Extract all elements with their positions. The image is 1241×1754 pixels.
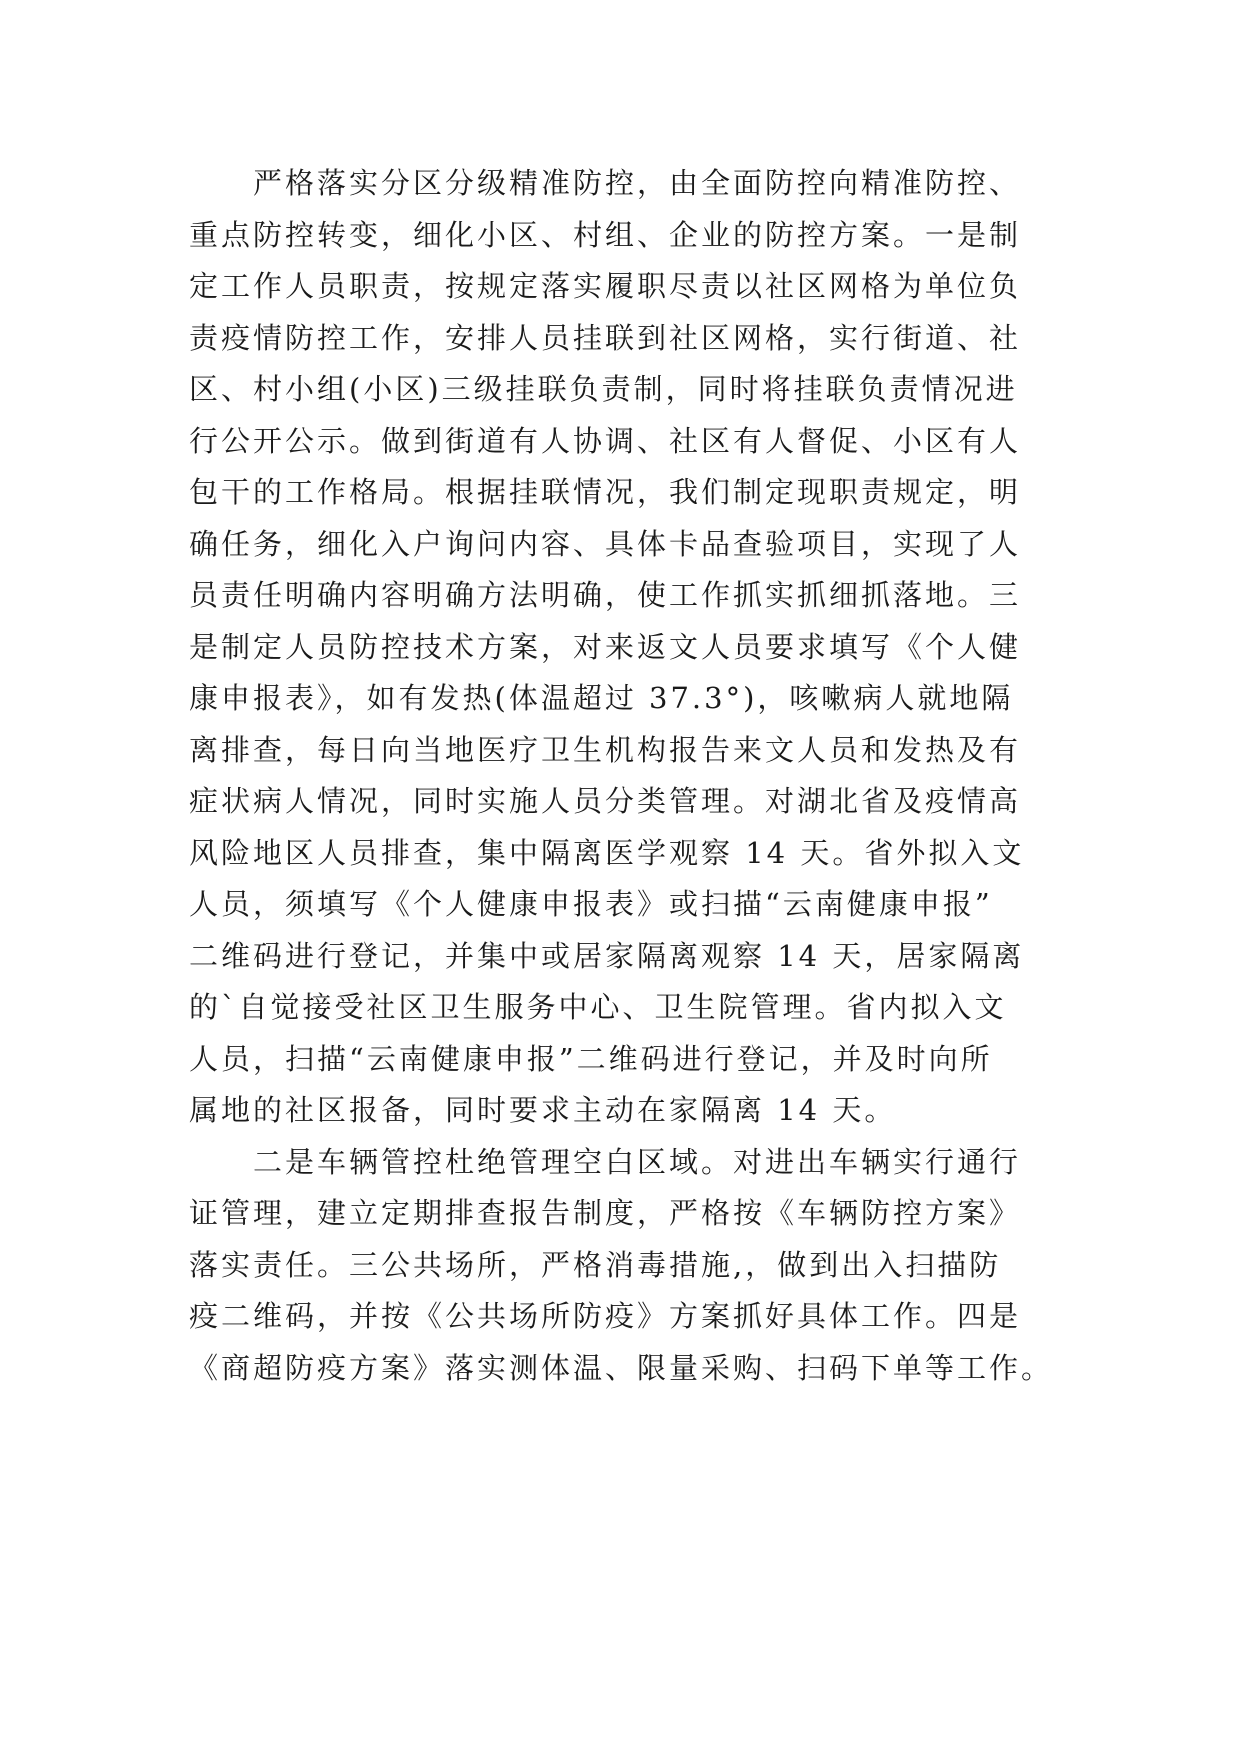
paragraph-2	[189, 1137, 1059, 1395]
text-line: 包干的工作格局。根据挂联情况，我们制定现职责规定，明	[189, 475, 1022, 509]
text-line: 区、村小组(小区)三级挂联负责制，同时将挂联负责情况进	[189, 372, 1018, 406]
text-line: 疫二维码，并按《公共场所防疫》方案抓好具体工作。四是	[189, 1299, 1022, 1333]
text-line: 《商超防疫方案》落实测体温、限量采购、扫码下单等工作。	[189, 1350, 1054, 1385]
paragraph-1	[189, 158, 1059, 1137]
text-line: 的`自觉接受社区卫生服务中心、卫生院管理。省内拟入文	[189, 990, 1007, 1024]
text-line: 离排查，每日向当地医疗卫生机构报告来文人员和发热及有	[189, 732, 1022, 767]
text-line: 确任务，细化入户询问内容、具体卡品查验项目，实现了人	[189, 526, 1022, 561]
text-line: 属地的社区报备，同时要求主动在家隔离 14 天。	[189, 1093, 897, 1127]
text-line: 二维码进行登记，并集中或居家隔离观察 14 天，居家隔离	[189, 938, 1025, 973]
text-line: 风险地区人员排查，集中隔离医学观察 14 天。省外拟入文	[189, 835, 1025, 870]
text-line: 人员，须填写《个人健康申报表》或扫描“云南健康申报”	[189, 887, 993, 921]
text-line: 落实责任。三公共场所，严格消毒措施,，做到出入扫描防	[189, 1247, 1002, 1282]
text-line: 责疫情防控工作，安排人员挂联到社区网格，实行街道、社	[189, 320, 1022, 355]
text-line: 行公开公示。做到街道有人协调、社区有人督促、小区有人	[189, 423, 1022, 458]
text-line: 严格落实分区分级精准防控，由全面防控向精准防控、	[189, 166, 1022, 200]
text-line: 定工作人员职责，按规定落实履职尽责以社区网格为单位负	[189, 269, 1022, 303]
document-body	[189, 158, 1059, 1394]
text-line: 康申报表》，如有发热(体温超过 37.3°)，咳嗽病人就地隔	[189, 681, 1014, 715]
text-line: 人员，扫描“云南健康申报”二维码进行登记，并及时向所	[189, 1041, 993, 1076]
text-line: 员责任明确内容明确方法明确，使工作抓实抓细抓落地。三	[189, 578, 1022, 612]
text-line: 证管理，建立定期排查报告制度，严格按《车辆防控方案》	[189, 1196, 1022, 1230]
text-line: 症状病人情况，同时实施人员分类管理。对湖北省及疫情高	[189, 784, 1022, 818]
text-line: 是制定人员防控技术方案，对来返文人员要求填写《个人健	[189, 629, 1022, 664]
text-line: 重点防控转变，细化小区、村组、企业的防控方案。一是制	[189, 217, 1022, 252]
text-line: 二是车辆管控杜绝管理空白区域。对进出车辆实行通行	[189, 1144, 1022, 1179]
